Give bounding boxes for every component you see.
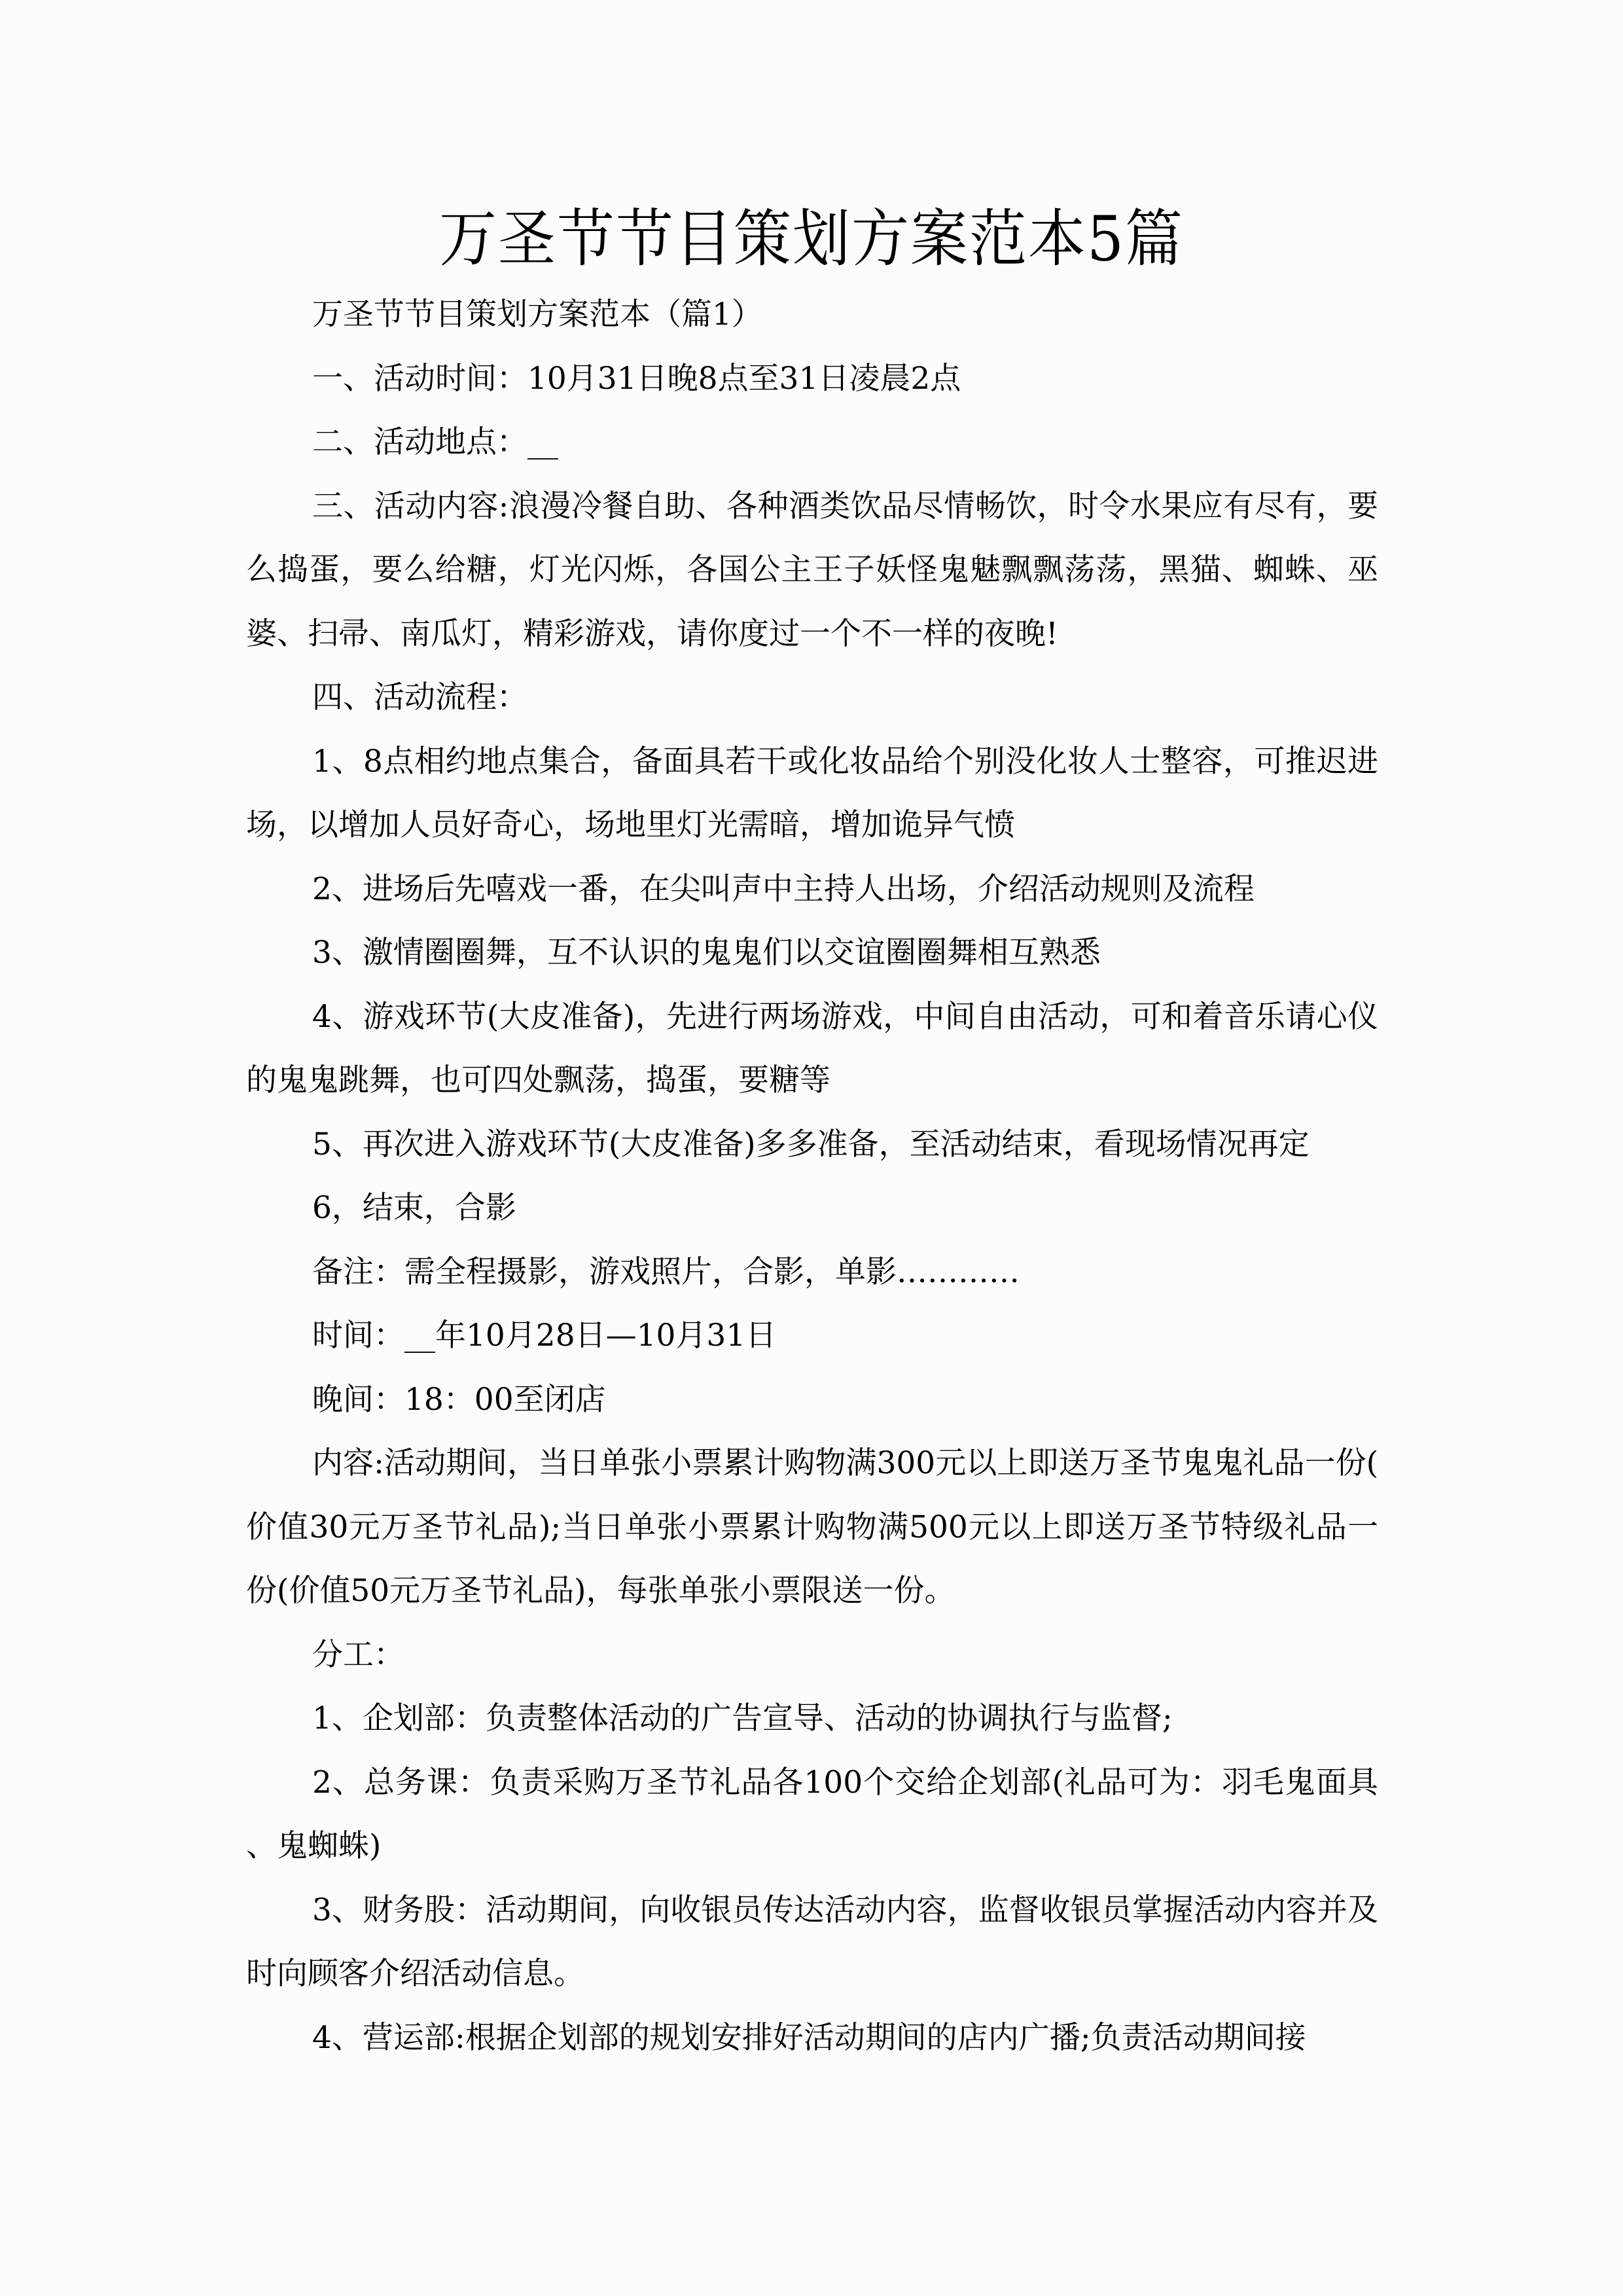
paragraph-division-operations: 4、营运部:根据企划部的规划安排好活动期间的店内广播;负责活动期间接 [312,2019,1306,2056]
paragraph-promo-content: 内容:活动期间，当日单张小票累计购物满300元以上即送万圣节鬼鬼礼品一份(价值30元万圣节礼品);当日单张小票累计购物满500元以上即送万圣节特级礼品一份(价值50元万圣节礼品)，每张单张小票限送一份。 [246,1445,1378,1609]
paragraph-activity-process-heading: 四、活动流程： [312,679,527,715]
paragraph-activity-location: 二、活动地点：__ [312,424,558,460]
paragraph-activity-time: 一、活动时间：10月31日晚8点至31日凌晨2点 [312,360,961,397]
paragraph-process-step-4: 4、游戏环节(大皮准备)，先进行两场游戏，中间自由活动，可和着音乐请心仪的鬼鬼跳舞，也可四处飘荡，捣蛋，要糖等 [246,998,1378,1098]
paragraph-process-step-1: 1、8点相约地点集合，备面具若干或化妆品给个别没化妆人士整容，可推迟进场，以增加人员好奇心，场地里灯光需暗，增加诡异气愤 [246,743,1378,843]
paragraph-process-step-5: 5、再次进入游戏环节(大皮准备)多多准备，至活动结束，看现场情况再定 [312,1126,1310,1162]
paragraph-division-heading: 分工： [312,1636,404,1673]
document-title: 万圣节节目策划方案范本5篇 [439,202,1184,276]
paragraph-activity-content: 三、活动内容:浪漫冷餐自助、各种酒类饮品尽情畅饮，时令水果应有尽有，要么捣蛋，要么给糖，灯光闪烁，各国公主王子妖怪鬼魅飘飘荡荡，黑猫、蜘蛛、巫婆、扫帚、南瓜灯，精彩游戏，请你度过一个不一样的夜晚! [246,488,1378,652]
paragraph-promo-dates: 时间：__年10月28日—10月31日 [312,1318,777,1354]
paragraph-process-step-6: 6，结束，合影 [312,1190,516,1226]
document-body [246,283,1378,2070]
paragraph-division-finance: 3、财务股：活动期间，向收银员传达活动内容，监督收银员掌握活动内容并及时向顾客介绍活动信息。 [246,1892,1378,1992]
section-heading: 万圣节节目策划方案范本（篇1） [312,296,762,332]
paragraph-process-step-3: 3、激情圈圈舞，互不认识的鬼鬼们以交谊圈圈舞相互熟悉 [312,935,1101,971]
paragraph-division-planning: 1、企划部：负责整体活动的广告宣导、活动的协调执行与监督; [312,1700,1173,1736]
paragraph-process-step-2: 2、进场后先嘻戏一番，在尖叫声中主持人出场，介绍活动规则及流程 [312,870,1255,907]
paragraph-division-general-affairs: 2、总务课：负责采购万圣节礼品各100个交给企划部(礼品可为：羽毛鬼面具、鬼蜘蛛) [246,1764,1378,1864]
paragraph-promo-evening: 晚间：18：00至闭店 [312,1381,606,1418]
paragraph-remarks: 备注：需全程摄影，游戏照片，合影，单影………… [312,1253,1020,1290]
